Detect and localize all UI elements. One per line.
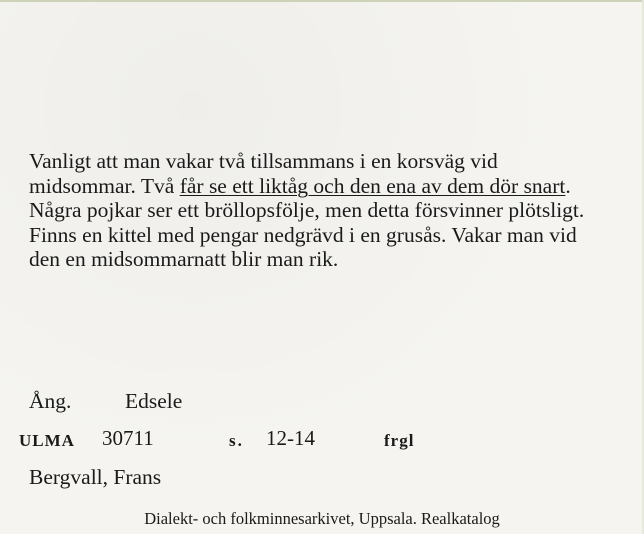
body-paragraph-2-text: Några pojkar ser ett bröllopsfölje, men detta försvinner plötsligt.	[29, 198, 585, 222]
body-paragraph-3-text: Finns en kittel med pengar nedgrävd i en grusås. Vakar man vid den en midsommarnatt blir man rik.	[29, 222, 577, 271]
body-paragraph-1-text: Vanligt att man vakar två tillsammans i en korsväg vid midsommar. Två	[29, 149, 498, 198]
place-label: Ång.	[29, 389, 72, 413]
body-paragraph-3	[29, 223, 609, 272]
top-edge	[0, 0, 644, 2]
archive-number: 30711	[102, 426, 154, 450]
body-paragraph-1-end: .	[565, 173, 571, 198]
body-paragraph-2	[29, 198, 609, 223]
card-body-text	[29, 149, 609, 272]
page-range: 12-14	[266, 426, 315, 450]
body-paragraph-1-underlined: får se ett liktåg och den ena av dem dör snart	[179, 173, 566, 198]
informant-name: Bergvall, Frans	[29, 465, 162, 489]
type-label: frgl	[384, 431, 415, 450]
archive-label: ULMA	[19, 431, 75, 450]
archive-footer: Dialekt- och folkminnesarkivet, Uppsala. Realkatalog	[144, 509, 500, 528]
body-paragraph-1	[29, 149, 609, 198]
place-value: Edsele	[125, 389, 183, 413]
place-row	[29, 389, 182, 413]
page-label: s.	[229, 431, 244, 450]
